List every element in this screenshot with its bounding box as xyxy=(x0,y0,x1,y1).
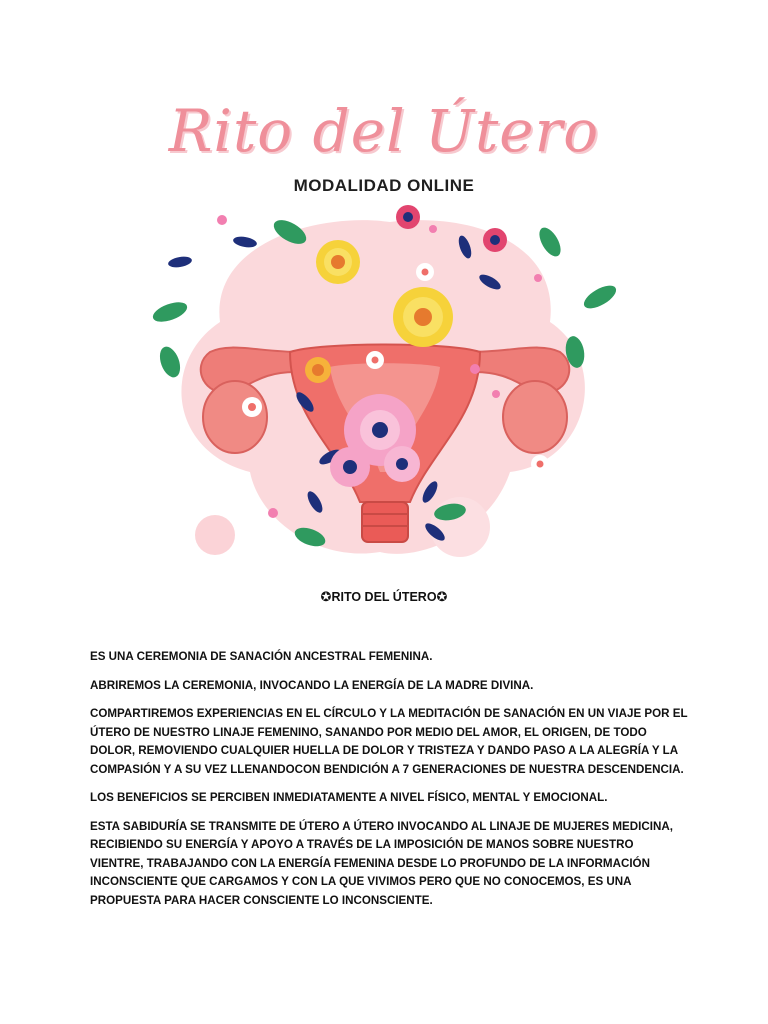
flower-icon xyxy=(242,397,262,417)
dark-leaf-icon xyxy=(167,255,192,269)
cervix xyxy=(362,502,408,542)
star-icon: ✪ xyxy=(320,590,332,605)
paragraph: ESTA SABIDURÍA SE TRANSMITE DE ÚTERO A ÚTERO INVOCANDO AL LINAJE DE MUJERES MEDICINA, RECIBIENDO SU ENERGÍA Y APOYO A TRAVÉS DE LA IMPOSICIÓN DE MANOS SOBRE NUESTRO VIENTRE, TRABAJANDO CON LA ENERGÍA FEMENINA DESDE LO PROFUNDO DE LA INFORMACIÓN INCONSCIENTE QUE CARGAMOS Y CON LA QUE VIVIMOS PERO QUE NO CONOCEMOS, ES UNA PROPUESTA PARA HACER CONSCIENTE LO INCONSCIENTE. xyxy=(90,819,673,907)
poster-subtitle: MODALIDAD ONLINE xyxy=(293,176,475,195)
sparkle-icon xyxy=(492,390,500,398)
sparkle-icon xyxy=(470,364,480,374)
flower-icon xyxy=(393,287,453,347)
body-text xyxy=(90,648,690,920)
leaf-icon xyxy=(156,344,184,380)
flower-icon xyxy=(384,446,420,482)
flower-icon xyxy=(366,351,384,369)
dark-leaf-icon xyxy=(232,235,257,249)
leaf-icon xyxy=(150,298,189,325)
sparkle-icon xyxy=(534,274,542,282)
leaf-icon xyxy=(535,224,565,260)
sparkle-icon xyxy=(217,215,227,225)
section-heading-text: RITO DEL ÚTERO xyxy=(331,590,437,604)
paragraph: LOS BENEFICIOS SE PERCIBEN INMEDIATAMENTE A NIVEL FÍSICO, MENTAL Y EMOCIONAL. xyxy=(90,791,608,804)
poster-image xyxy=(90,92,678,578)
uterus-illustration xyxy=(90,202,678,578)
leaf-icon xyxy=(580,281,619,313)
ovary-right xyxy=(503,381,567,453)
flower-icon xyxy=(330,447,370,487)
flower-icon xyxy=(531,455,549,473)
star-icon: ✪ xyxy=(436,590,448,605)
flower-icon xyxy=(416,263,434,281)
ovary-left xyxy=(203,381,267,453)
paragraph: ES UNA CEREMONIA DE SANACIÓN ANCESTRAL FEMENINA. xyxy=(90,650,433,663)
flower-icon xyxy=(483,228,507,252)
decor-circle xyxy=(195,515,235,555)
flower-icon xyxy=(305,357,331,383)
poster-title: Rito del Útero xyxy=(168,97,600,165)
flower-icon xyxy=(396,205,420,229)
sparkle-icon xyxy=(268,508,278,518)
paragraph: ABRIREMOS LA CEREMONIA, INVOCANDO LA ENERGÍA DE LA MADRE DIVINA. xyxy=(90,678,534,692)
flower-icon xyxy=(316,240,360,284)
paragraph: COMPARTIREMOS EXPERIENCIAS EN EL CÍRCULO Y LA MEDITACIÓN DE SANACIÓN EN UN VIAJE POR EL ÚTERO DE NUESTRO LINAJE FEMENINO, SANANDO POR MEDIO DEL AMOR, EL ORIGEN, DE TODO DOLOR, REMOVIENDO CUALQUIER HUELLA DE DOLOR Y TRISTEZA Y DANDO PASO A LA ALEGRÍA Y LA COMPASIÓN Y A SU VEZ LLENANDOCON BENDICIÓN A 7 GENERACIONES DE NUESTRA DESCENDENCIA. xyxy=(90,707,688,776)
section-heading xyxy=(0,590,768,605)
sparkle-icon xyxy=(429,225,437,233)
